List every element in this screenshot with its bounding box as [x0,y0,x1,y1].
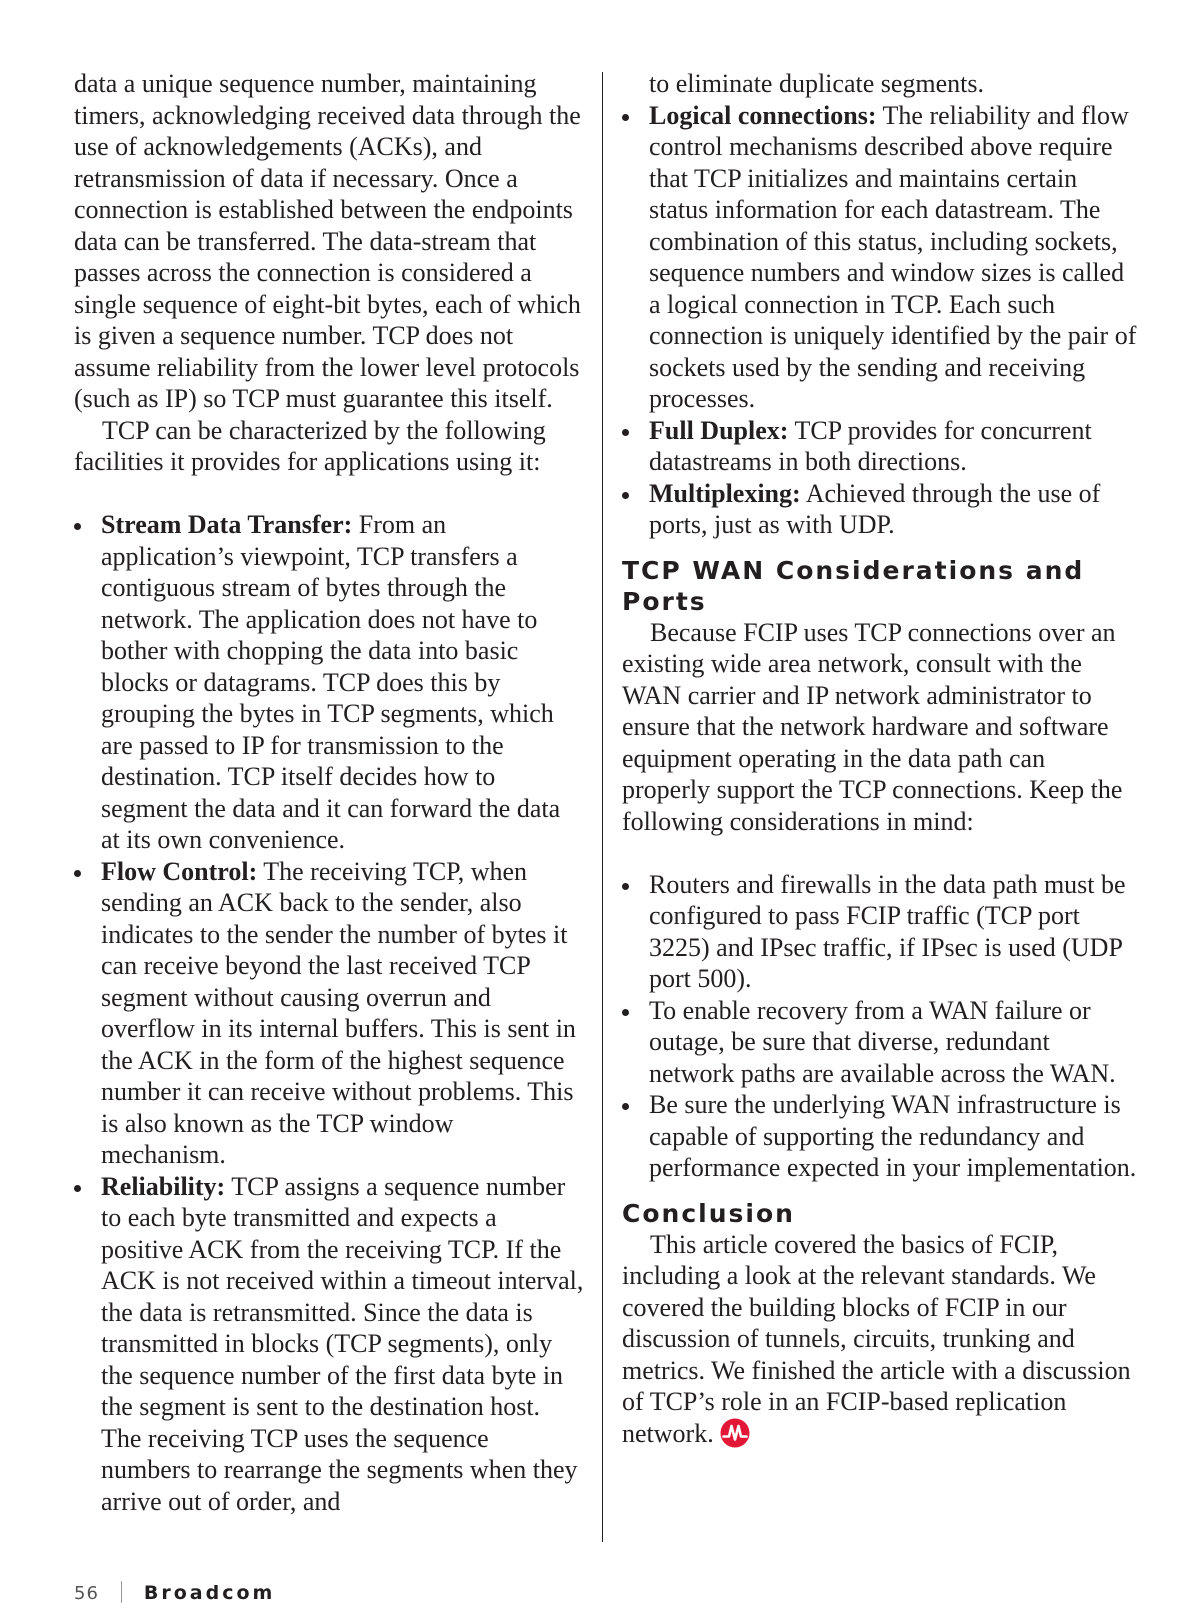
conclusion-paragraph [622,1229,1137,1450]
left-column [74,68,584,1517]
bullet-text: Be sure the underlying WAN infrastructure is capable of supporting the redundancy and performance expected in your implementation. [649,1090,1137,1182]
bullet-icon [74,523,81,530]
intro-paragraph: data a unique sequence number, maintaining timers, acknowledging received data through the use of acknowledgements (ACKs), and retransmission of data if necessary. Once a connection is established between the endpoints data can be transferred. The data-stream that passes across the connection is considered a single sequence of eight-bit bytes, each of which is given a sequence number. TCP does not assume reliability from the lower level protocols (such as IP) so TCP must guarantee this itself. [74,69,581,413]
bullet-icon [622,114,629,121]
bullet-icon [74,1185,81,1192]
bullet-icon [622,883,629,890]
continuation-text: to eliminate duplicate segments. [649,69,985,98]
column-divider [602,72,603,1542]
list-item [622,415,1137,478]
bullet-icon [622,1009,629,1016]
bullet-text: Achieved through the use of ports, just as with UDP. [649,478,1101,539]
list-item [74,509,584,856]
list-item [74,856,584,1171]
bullet-term: Stream Data Transfer: [101,510,353,539]
list-item [622,995,1137,1090]
facilities-list [74,509,584,1517]
section-heading-wan: TCP WAN Considerations and Ports [622,555,1085,616]
list-item [622,100,1137,415]
right-column [622,68,1137,1449]
bullet-icon [622,492,629,499]
wan-paragraph: Because FCIP uses TCP connections over an existing wide area network, consult with the WAN carrier and IP network administrator to ensure that the network hardware and software equipment operating in the data path can properly support the TCP connections. Keep the following considerations in mind: [622,617,1123,836]
bullet-text: Routers and firewalls in the data path must be configured to pass FCIP traffic (TCP port 3225) and IPsec traffic, if IPsec is used (UDP port 500). [649,869,1126,993]
footer-brand: Broadcom [143,1582,276,1604]
wan-considerations-list [622,869,1137,1184]
list-item [622,869,1137,995]
footer-separator [121,1581,122,1603]
bullet-term: Reliability: [101,1171,226,1201]
bullet-icon [74,870,81,877]
bullet-term: Full Duplex: [649,415,789,445]
broadcom-logo-icon [720,1418,750,1448]
list-item [74,1171,584,1518]
bullet-term: Logical connections: [649,100,877,130]
bullet-text: TCP assigns a sequence number to each byte transmitted and expects a positive ACK from the receiving TCP. If the ACK is not received within a timeout interval, the data is retransmitted. Since the data is transmitted in blocks (TCP segments), only the sequence number of the first data byte in the segment is sent to the destination host. The receiving TCP uses the sequence numbers to rearrange the segments when they arrive out of order, and [101,1171,584,1516]
bullet-icon [622,429,629,436]
page-footer [74,1578,275,1608]
bullet-text: TCP provides for concurrent datastreams in both directions. [649,415,1092,476]
bullet-text: The receiving TCP, when sending an ACK back to the sender, also indicates to the sender the number of bytes it can receive beyond the last received TCP segment without causing overrun and overflow in its internal buffers. This is sent in the ACK in the form of the highest sequence number it can receive without problems. This is also known as the TCP window mechanism. [101,856,576,1169]
bullet-text: The reliability and flow control mechanisms described above require that TCP initializes and maintains certain status information for each datastream. The combination of this status, including sockets, sequence numbers and window sizes is called a logical connection in TCP. Each such connection is uniquely identified by the pair of sockets used by the sending and receiving processes. [649,100,1137,413]
bullet-text: To enable recovery from a WAN failure or outage, be sure that diverse, redundant network paths are available across the WAN. [649,995,1116,1088]
conclusion-text: This article covered the basics of FCIP, including a look at the relevant standards. We covered the building blocks of FCIP in our discussion of tunnels, circuits, trunking and metrics. We finished the article with a discussion of TCP’s role in an FCIP-based replication network. [622,1229,1131,1448]
list-item [622,1089,1137,1184]
bullet-term: Flow Control: [101,856,258,886]
section-heading-conclusion: Conclusion [622,1198,795,1228]
facilities-paragraph: TCP can be characterized by the following facilities it provides for applications using it: [74,415,546,476]
page-number: 56 [74,1583,99,1604]
list-item [622,478,1137,541]
bullet-term: Multiplexing: [649,478,801,508]
facilities-list-continued [622,100,1137,541]
bullet-text: From an application’s viewpoint, TCP transfers a contiguous stream of bytes through the network. The application does not have to bother with chopping the data into basic blocks or datagrams. TCP does this by grouping the bytes in TCP segments, which are passed to IP for transmission to the destination. TCP itself decides how to segment the data and it can forward the data at its own convenience. [101,510,561,854]
bullet-icon [622,1103,629,1110]
